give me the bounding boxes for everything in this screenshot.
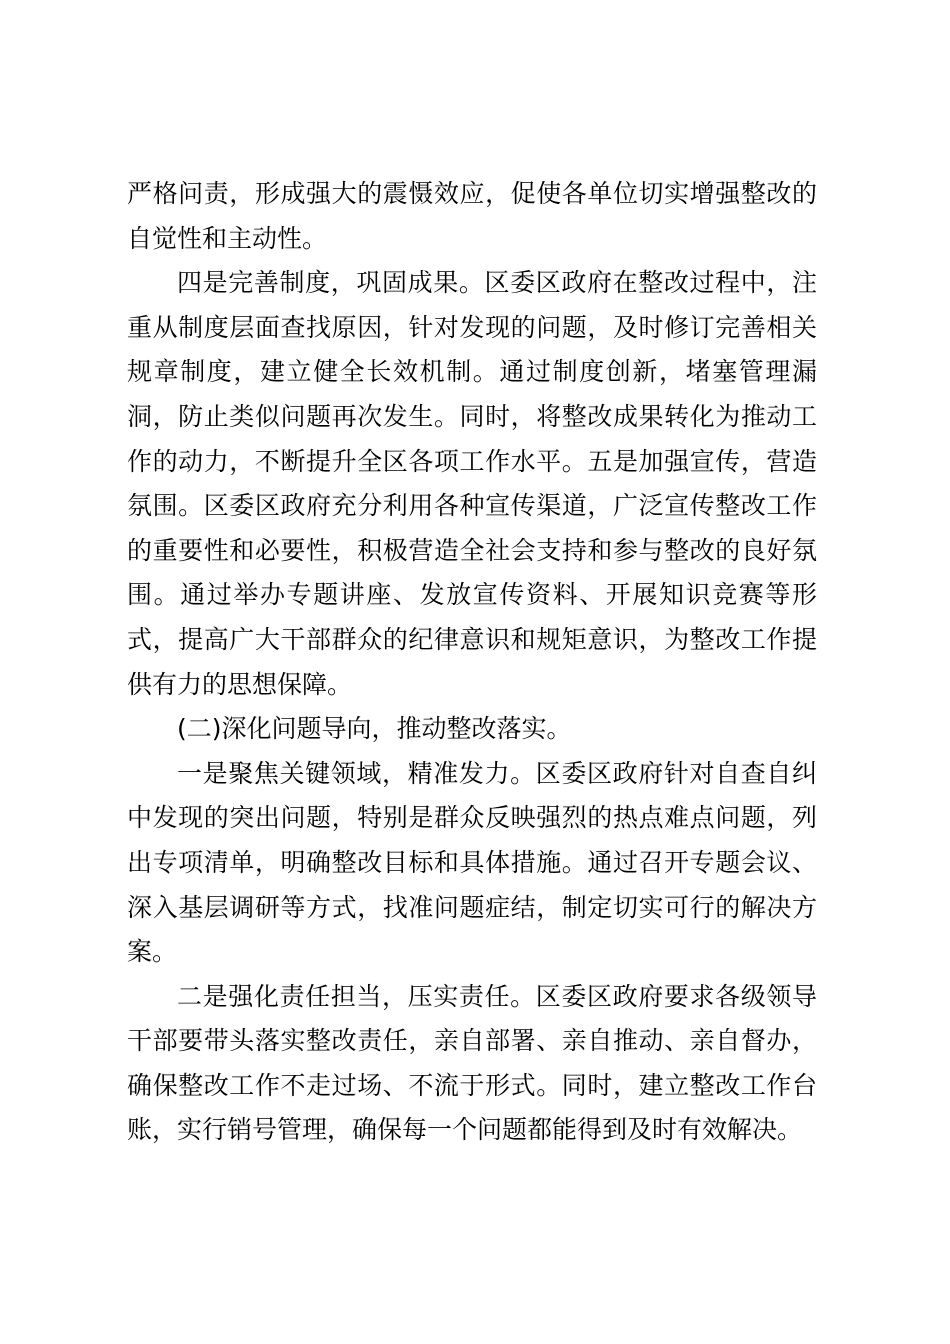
- paragraph-1: [127, 172, 817, 261]
- text-line: (二)深化问题导向，推动整改落实。: [177, 714, 572, 744]
- text-line: 供有力的思想保障。: [127, 669, 353, 699]
- text-line: 围。通过举办专题讲座、发放宣传资料、开展知识竞赛等形: [127, 580, 817, 610]
- text-line: 四是完善制度，巩固成果。区委区政府在整改过程中，注: [177, 268, 817, 298]
- text-line: 重从制度层面查找原因，针对发现的问题，及时修订完善相关: [127, 312, 817, 342]
- paragraph-2: [127, 261, 817, 707]
- document-body: [127, 172, 817, 1153]
- paragraph-4: [127, 975, 817, 1153]
- section-heading: [127, 707, 817, 752]
- text-line: 自觉性和主动性。: [127, 223, 328, 253]
- text-line: 深入基层调研等方式，找准问题症结，制定切实可行的解决方: [127, 892, 817, 922]
- text-line: 确保整改工作不走过场、不流于形式。同时，建立整改工作台: [127, 1070, 817, 1100]
- text-line: 洞，防止类似问题再次发生。同时，将整改成果转化为推动工: [127, 401, 817, 431]
- text-line: 作的动力，不断提升全区各项工作水平。五是加强宣传，营造: [127, 446, 817, 476]
- text-line: 严格问责，形成强大的震慑效应，促使各单位切实增强整改的: [127, 179, 817, 208]
- text-line: 式，提高广大干部群众的纪律意识和规矩意识，为整改工作提: [127, 624, 817, 654]
- text-line: 账，实行销号管理，确保每一个问题都能得到及时有效解决。: [127, 1115, 803, 1145]
- text-line: 氛围。区委区政府充分利用各种宣传渠道，广泛宣传整改工作: [127, 491, 817, 521]
- text-line: 出专项清单，明确整改目标和具体措施。通过召开专题会议、: [127, 847, 817, 877]
- text-line: 中发现的突出问题，特别是群众反映强烈的热点难点问题，列: [127, 803, 817, 833]
- text-line: 二是强化责任担当，压实责任。区委区政府要求各级领导: [177, 981, 817, 1011]
- text-line: 干部要带头落实整改责任，亲自部署、亲自推动、亲自督办，: [127, 1026, 817, 1056]
- text-line: 一是聚焦关键领域，精准发力。区委区政府针对自查自纠: [177, 758, 817, 788]
- text-line: 的重要性和必要性，积极营造全社会支持和参与整改的良好氛: [127, 535, 817, 565]
- paragraph-3: [127, 752, 817, 975]
- text-line: 规章制度，建立健全长效机制。通过制度创新，堵塞管理漏: [127, 357, 817, 387]
- text-line: 案。: [127, 937, 178, 967]
